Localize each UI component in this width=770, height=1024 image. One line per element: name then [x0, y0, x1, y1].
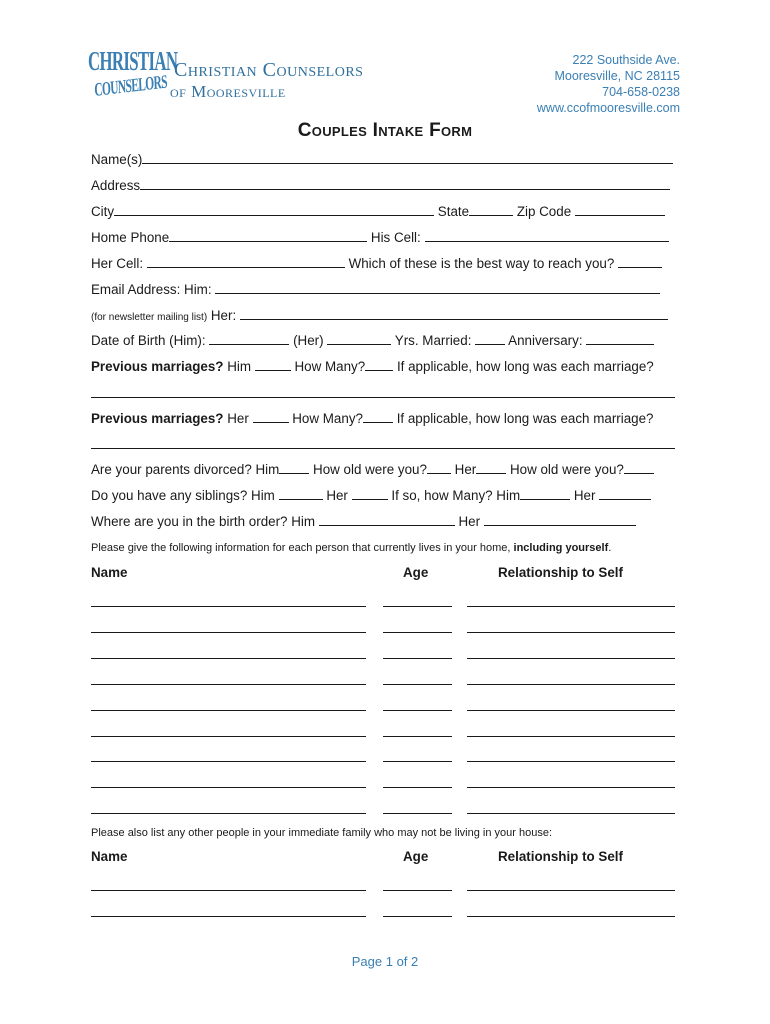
his-cell-label: His Cell:: [370, 230, 421, 245]
address-row: [91, 177, 670, 194]
name-field[interactable]: [91, 890, 366, 891]
logo-mark: [88, 46, 178, 112]
her-cell-label: Her Cell:: [91, 256, 144, 271]
prev-her-field[interactable]: [253, 410, 289, 423]
contact-block: [537, 52, 680, 116]
household-col-name: Name: [91, 565, 128, 580]
age-field[interactable]: [383, 890, 452, 891]
email-him-label: Email Address: Him:: [91, 282, 212, 297]
logo-word-christian: CHRISTIAN: [88, 46, 178, 76]
email-her-field[interactable]: [240, 307, 668, 320]
prev-her-detail-field[interactable]: [91, 448, 675, 449]
relationship-field[interactable]: [467, 787, 675, 788]
dob-him-label: Date of Birth (Him):: [91, 333, 206, 348]
if-applicable-label: If applicable, how long was each marriage?: [396, 411, 654, 426]
age-field[interactable]: [383, 632, 452, 633]
home-phone-field[interactable]: [169, 229, 367, 242]
relationship-field[interactable]: [467, 606, 675, 607]
parents-him-field[interactable]: [279, 461, 309, 474]
relationship-field[interactable]: [467, 684, 675, 685]
siblings-count-her-field[interactable]: [599, 487, 651, 500]
prev-him-detail-field[interactable]: [91, 397, 675, 398]
dob-row: [91, 332, 654, 349]
anniversary-field[interactable]: [586, 332, 654, 345]
age-field[interactable]: [383, 606, 452, 607]
names-field[interactable]: [142, 151, 673, 164]
siblings-count-her-label: Her: [573, 488, 596, 503]
relationship-field[interactable]: [467, 736, 675, 737]
name-field[interactable]: [91, 761, 366, 762]
relationship-field[interactable]: [467, 710, 675, 711]
prev-marriages-label: Previous marriages?: [91, 359, 224, 374]
how-many-label: How Many?: [292, 411, 363, 426]
email-him-row: [91, 281, 660, 298]
address-line-1: 222 Southside Ave.: [572, 53, 680, 67]
age-field[interactable]: [383, 787, 452, 788]
home-phone-label: Home Phone: [91, 230, 170, 245]
birth-order-row: [91, 513, 636, 530]
dob-her-field[interactable]: [327, 332, 391, 345]
name-field[interactable]: [91, 736, 366, 737]
org-subtitle: of Mooresville: [170, 82, 286, 101]
logo: [88, 46, 388, 112]
age-field[interactable]: [383, 658, 452, 659]
her-cell-row: [91, 255, 662, 272]
city-field[interactable]: [114, 203, 434, 216]
household-col-age: Age: [403, 565, 429, 580]
yrs-married-field[interactable]: [475, 332, 505, 345]
logo-word-counselors: COUNSELORS: [94, 71, 168, 101]
how-old-label: How old were you?: [313, 462, 427, 477]
prev-marriages-him-row: [91, 358, 654, 375]
email-her-row: [91, 307, 668, 326]
best-reach-label: Which of these is the best way to reach you?: [348, 256, 615, 271]
address-label: Address: [91, 178, 141, 193]
age-field[interactable]: [383, 813, 452, 814]
newsletter-note: (for newsletter mailing list): [91, 312, 208, 323]
address-line-2: Mooresville, NC 28115: [554, 69, 680, 83]
parents-her-field[interactable]: [476, 461, 506, 474]
how-many-him-field[interactable]: [365, 358, 393, 371]
parents-divorced-label: Are your parents divorced? Him: [91, 462, 280, 477]
family-col-relationship: Relationship to Self: [498, 849, 623, 864]
prev-him-label: Him: [227, 359, 252, 374]
parents-her-label: Her: [454, 462, 477, 477]
household-instruction-text: Please give the following information for each person that currently lives in your home,: [91, 542, 511, 554]
state-label: State: [437, 204, 470, 219]
if-applicable-label: If applicable, how long was each marriage?: [396, 359, 654, 374]
phone-number: 704-658-0238: [602, 85, 680, 99]
relationship-field[interactable]: [467, 890, 675, 891]
relationship-field[interactable]: [467, 761, 675, 762]
his-cell-field[interactable]: [425, 229, 669, 242]
name-field[interactable]: [91, 658, 366, 659]
name-field[interactable]: [91, 684, 366, 685]
how-old-him-field[interactable]: [427, 461, 451, 474]
anniversary-label: Anniversary:: [508, 333, 583, 348]
names-label: Name(s): [91, 152, 143, 167]
name-field[interactable]: [91, 813, 366, 814]
age-field[interactable]: [383, 736, 452, 737]
dob-her-label: (Her): [293, 333, 324, 348]
family-col-name: Name: [91, 849, 128, 864]
her-cell-field[interactable]: [147, 255, 345, 268]
if-so-label: If so, how Many? Him: [391, 488, 521, 503]
how-old-label: How old were you?: [509, 462, 624, 477]
siblings-row: [91, 487, 651, 504]
city-label: City: [91, 204, 115, 219]
siblings-her-label: Her: [326, 488, 348, 503]
prev-him-field[interactable]: [255, 358, 291, 371]
zip-field[interactable]: [575, 203, 665, 216]
best-reach-field[interactable]: [618, 255, 662, 268]
household-instruction-bold: including yourself: [513, 542, 609, 554]
family-col-age: Age: [403, 849, 429, 864]
relationship-field[interactable]: [467, 658, 675, 659]
birth-order-her-label: Her: [458, 514, 481, 529]
prev-marriages-label: Previous marriages?: [91, 411, 224, 426]
relationship-field[interactable]: [467, 632, 675, 633]
email-her-label: Her:: [210, 308, 237, 323]
age-field[interactable]: [383, 761, 452, 762]
email-him-field[interactable]: [215, 281, 660, 294]
siblings-label: Do you have any siblings? Him: [91, 488, 275, 503]
relationship-field[interactable]: [467, 813, 675, 814]
family-instruction: Please also list any other people in your immediate family who may not be living in your house:: [91, 827, 553, 839]
how-many-her-field[interactable]: [363, 410, 393, 423]
names-row: [91, 151, 673, 168]
name-field[interactable]: [91, 606, 366, 607]
zip-label: Zip Code: [516, 204, 572, 219]
phone-row: [91, 229, 669, 246]
dob-him-field[interactable]: [209, 332, 289, 345]
prev-marriages-her-row: [91, 410, 654, 427]
city-row: [91, 203, 665, 220]
siblings-count-him-field[interactable]: [520, 487, 570, 500]
name-field[interactable]: [91, 632, 366, 633]
siblings-her-field[interactable]: [352, 487, 388, 500]
age-field[interactable]: [383, 684, 452, 685]
age-field[interactable]: [383, 916, 452, 917]
household-col-relationship: Relationship to Self: [498, 565, 623, 580]
siblings-him-field[interactable]: [279, 487, 323, 500]
how-many-label: How Many?: [294, 359, 366, 374]
how-old-her-field[interactable]: [624, 461, 654, 474]
age-field[interactable]: [383, 710, 452, 711]
name-field[interactable]: [91, 787, 366, 788]
parents-row: [91, 461, 654, 478]
birth-order-her-field[interactable]: [484, 513, 636, 526]
page-number: Page 1 of 2: [351, 954, 419, 969]
prev-her-label: Her: [227, 411, 249, 426]
relationship-field[interactable]: [467, 916, 675, 917]
page-title: Couples Intake Form: [297, 120, 473, 141]
household-instruction: Please give the following information for each person that currently lives in your home, including yourself.: [91, 542, 612, 554]
birth-order-label: Where are you in the birth order? Him: [91, 514, 316, 529]
name-field[interactable]: [91, 916, 366, 917]
org-name: Christian Counselors: [174, 59, 364, 81]
birth-order-him-field[interactable]: [319, 513, 455, 526]
address-field[interactable]: [140, 177, 670, 190]
website-link[interactable]: www.ccofmooresville.com: [536, 101, 680, 115]
name-field[interactable]: [91, 710, 366, 711]
yrs-married-label: Yrs. Married:: [394, 333, 472, 348]
state-field[interactable]: [469, 203, 513, 216]
